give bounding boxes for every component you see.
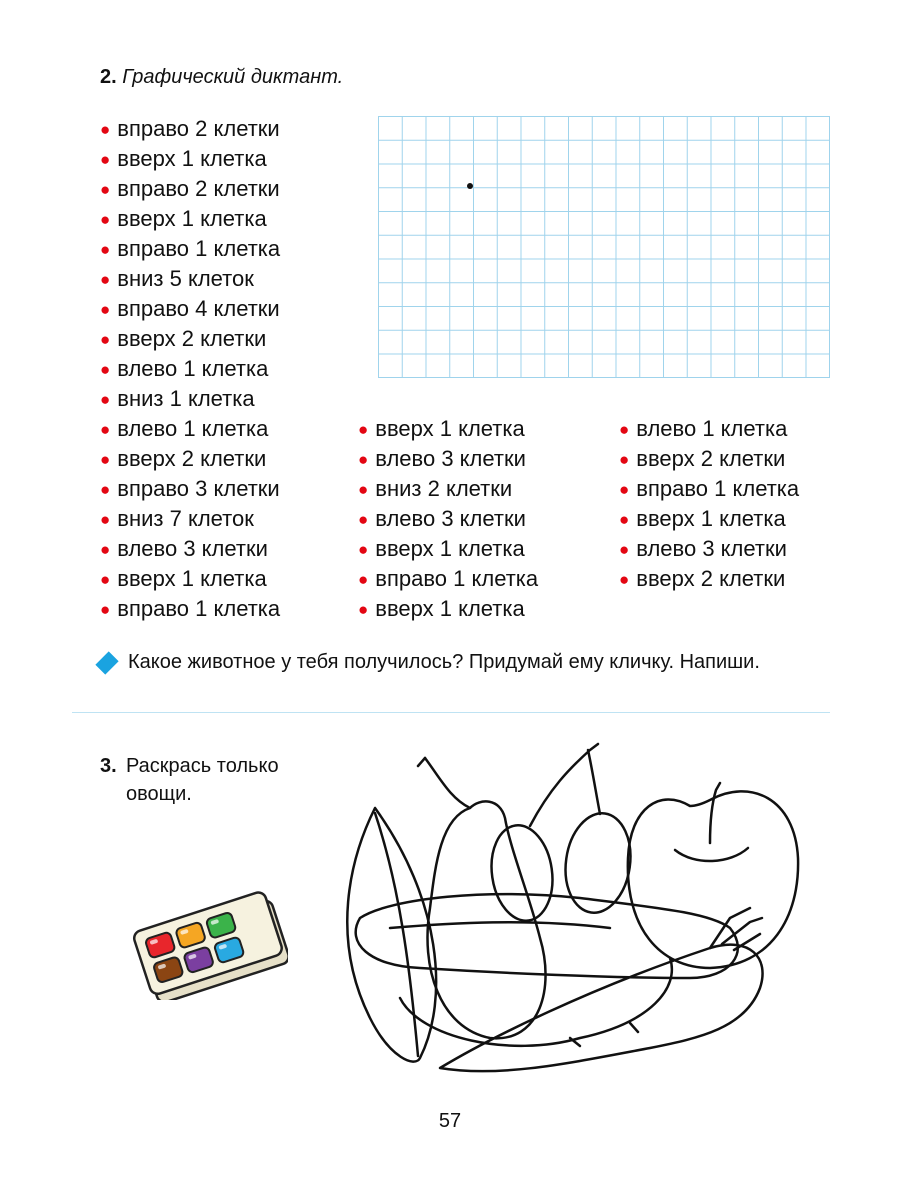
list-item: ● влево 3 клетки: [100, 534, 280, 564]
list-item: ● влево 3 клетки: [358, 504, 538, 534]
list-item: ● вверх 2 клетки: [619, 444, 799, 474]
list-item: ● вверх 1 клетка: [358, 594, 538, 624]
list-item: ● влево 1 клетка: [619, 414, 799, 444]
list-item: ● вправо 1 клетка: [358, 564, 538, 594]
vegetables-fruits-coloring-image[interactable]: [330, 738, 830, 1108]
question: [98, 651, 760, 674]
list-item: ● вправо 1 клетка: [100, 234, 280, 264]
list-item: ● вверх 1 клетка: [358, 414, 538, 444]
list-item: ● вправо 2 клетки: [100, 114, 280, 144]
start-dot: [467, 183, 473, 189]
diamond-icon: [95, 651, 118, 674]
list-item: ● влево 3 клетки: [358, 444, 538, 474]
list-item: ● вправо 1 клетка: [100, 594, 280, 624]
question-text: Какое животное у тебя получилось? Придумай ему кличку. Напиши.: [128, 651, 760, 673]
list-item: ● вверх 1 клетка: [100, 144, 280, 174]
task-number: 2.: [100, 66, 117, 88]
list-item: ● влево 1 клетка: [100, 354, 280, 384]
list-item: ● вверх 2 клетки: [619, 564, 799, 594]
section-divider: [72, 712, 830, 713]
list-item: ● влево 1 клетка: [100, 414, 280, 444]
list-item: ● вверх 2 клетки: [100, 444, 280, 474]
list-item: ● вниз 1 клетка: [100, 384, 280, 414]
task-title-text: Графический диктант.: [122, 66, 344, 88]
watercolor-palette-icon: [128, 880, 288, 1000]
list-item: ● вверх 1 клетка: [619, 504, 799, 534]
drawing-grid[interactable]: [378, 116, 830, 378]
task-3-instruction: [100, 752, 326, 808]
task-number: 3.: [100, 755, 117, 777]
list-item: ● вправо 4 клетки: [100, 294, 280, 324]
list-item: ● вниз 5 клеток: [100, 264, 280, 294]
list-item: ● вправо 2 клетки: [100, 174, 280, 204]
page-number: 57: [438, 1110, 462, 1132]
list-item: ● вниз 7 клеток: [100, 504, 280, 534]
dictation-column-3: [619, 414, 799, 594]
dictation-column-2: [358, 414, 538, 624]
list-item: ● вверх 2 клетки: [100, 324, 280, 354]
list-item: ● вверх 1 клетка: [100, 564, 280, 594]
task-3-text: Раскрась только овощи.: [126, 755, 279, 805]
list-item: ● вверх 1 клетка: [100, 204, 280, 234]
list-item: ● вниз 2 клетки: [358, 474, 538, 504]
list-item: ● вправо 1 клетка: [619, 474, 799, 504]
list-item: ● вверх 1 клетка: [358, 534, 538, 564]
dictation-column-1: [100, 114, 280, 624]
list-item: ● влево 3 клетки: [619, 534, 799, 564]
task-2-title: [100, 66, 343, 89]
list-item: ● вправо 3 клетки: [100, 474, 280, 504]
